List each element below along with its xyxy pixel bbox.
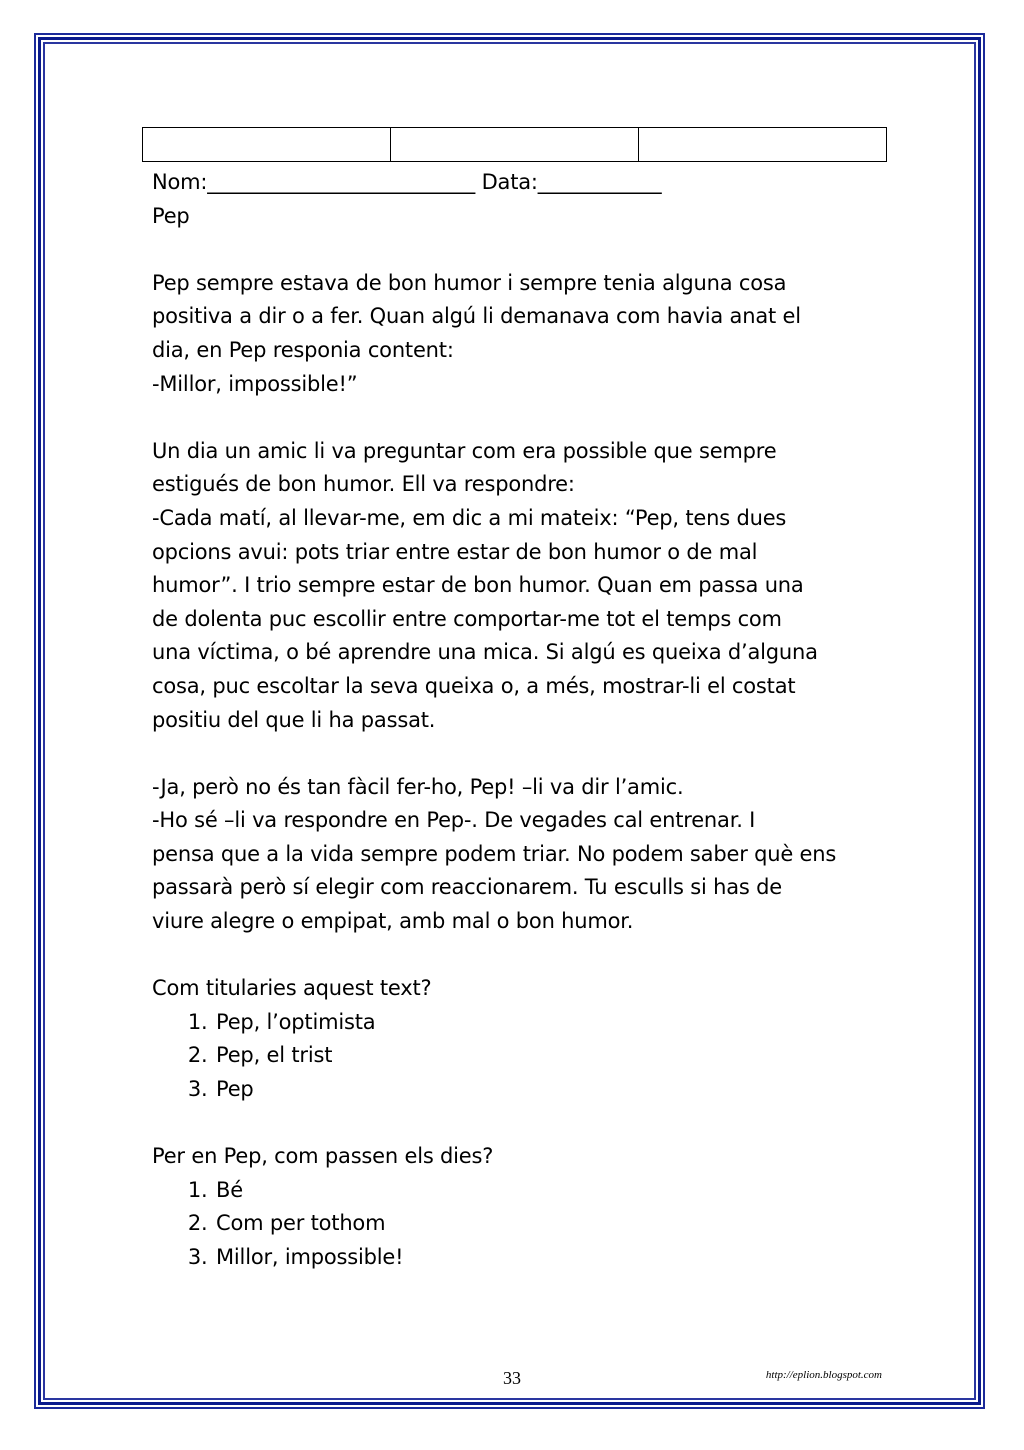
paragraph-1 — [152, 267, 892, 401]
answer-option: 3. Millor, impossible! — [214, 1241, 892, 1275]
name-date-line: Nom:__________________________ Data:____________ — [152, 170, 662, 194]
footer-url[interactable]: http://eplion.blogspot.com — [765, 1369, 882, 1381]
text-line: pensa que a la vida sempre podem triar. No podem saber què ens — [152, 841, 837, 866]
page-number: 33 — [503, 1368, 521, 1388]
answer-option: 1. Bé — [214, 1174, 892, 1208]
text-line: -Cada matí, al llevar-me, em dic a mi mateix: “Pep, tens dues — [152, 505, 787, 530]
paragraph-3 — [152, 771, 892, 939]
header-cell-1 — [143, 128, 391, 162]
header-cell-2 — [391, 128, 639, 162]
text-line: -Ho sé –li va respondre en Pep-. De vegades cal entrenar. I — [152, 808, 756, 833]
text-line: de dolenta puc escollir entre comportar-me tot el temps com — [152, 606, 782, 631]
answer-options — [152, 1174, 892, 1275]
text-line: passarà però sí elegir com reaccionarem. Tu esculls si has de — [152, 875, 782, 900]
text-line: viure alegre o empipat, amb mal o bon humor. — [152, 909, 634, 934]
header-cell-3 — [639, 128, 887, 162]
text-line: estigués de bon humor. Ell va respondre: — [152, 472, 575, 497]
header-table — [142, 127, 887, 162]
question-text: Per en Pep, com passen els dies? — [152, 1144, 494, 1169]
text-line: Pep sempre estava de bon humor i sempre tenia alguna cosa — [152, 270, 787, 295]
text-line: cosa, puc escoltar la seva queixa o, a més, mostrar-li el costat — [152, 673, 796, 698]
text-line: positiu del que li ha passat. — [152, 707, 436, 732]
text-line: positiva a dir o a fer. Quan algú li demanava com havia anat el — [152, 304, 801, 329]
paragraph-2 — [152, 435, 892, 737]
text-line: opcions avui: pots triar entre estar de bon humor o de mal — [152, 539, 758, 564]
answer-option: 1. Pep, l’optimista — [214, 1006, 892, 1040]
question-text: Com titularies aquest text? — [152, 976, 432, 1001]
answer-option: 3. Pep — [214, 1073, 892, 1107]
text-line: dia, en Pep responia content: — [152, 337, 454, 362]
text-line: -Millor, impossible!” — [152, 371, 358, 396]
question-1 — [152, 972, 892, 1106]
question-2 — [152, 1140, 892, 1274]
story-title: Pep — [152, 203, 190, 228]
worksheet-content — [152, 166, 892, 1275]
text-line: una víctima, o bé aprendre una mica. Si algú es queixa d’alguna — [152, 640, 818, 665]
answer-option: 2. Pep, el trist — [214, 1039, 892, 1073]
answer-options — [152, 1006, 892, 1107]
text-line: Un dia un amic li va preguntar com era possible que sempre — [152, 438, 777, 463]
answer-option: 2. Com per tothom — [214, 1207, 892, 1241]
text-line: humor”. I trio sempre estar de bon humor. Quan em passa una — [152, 573, 804, 598]
text-line: -Ja, però no és tan fàcil fer-ho, Pep! –li va dir l’amic. — [152, 774, 684, 799]
